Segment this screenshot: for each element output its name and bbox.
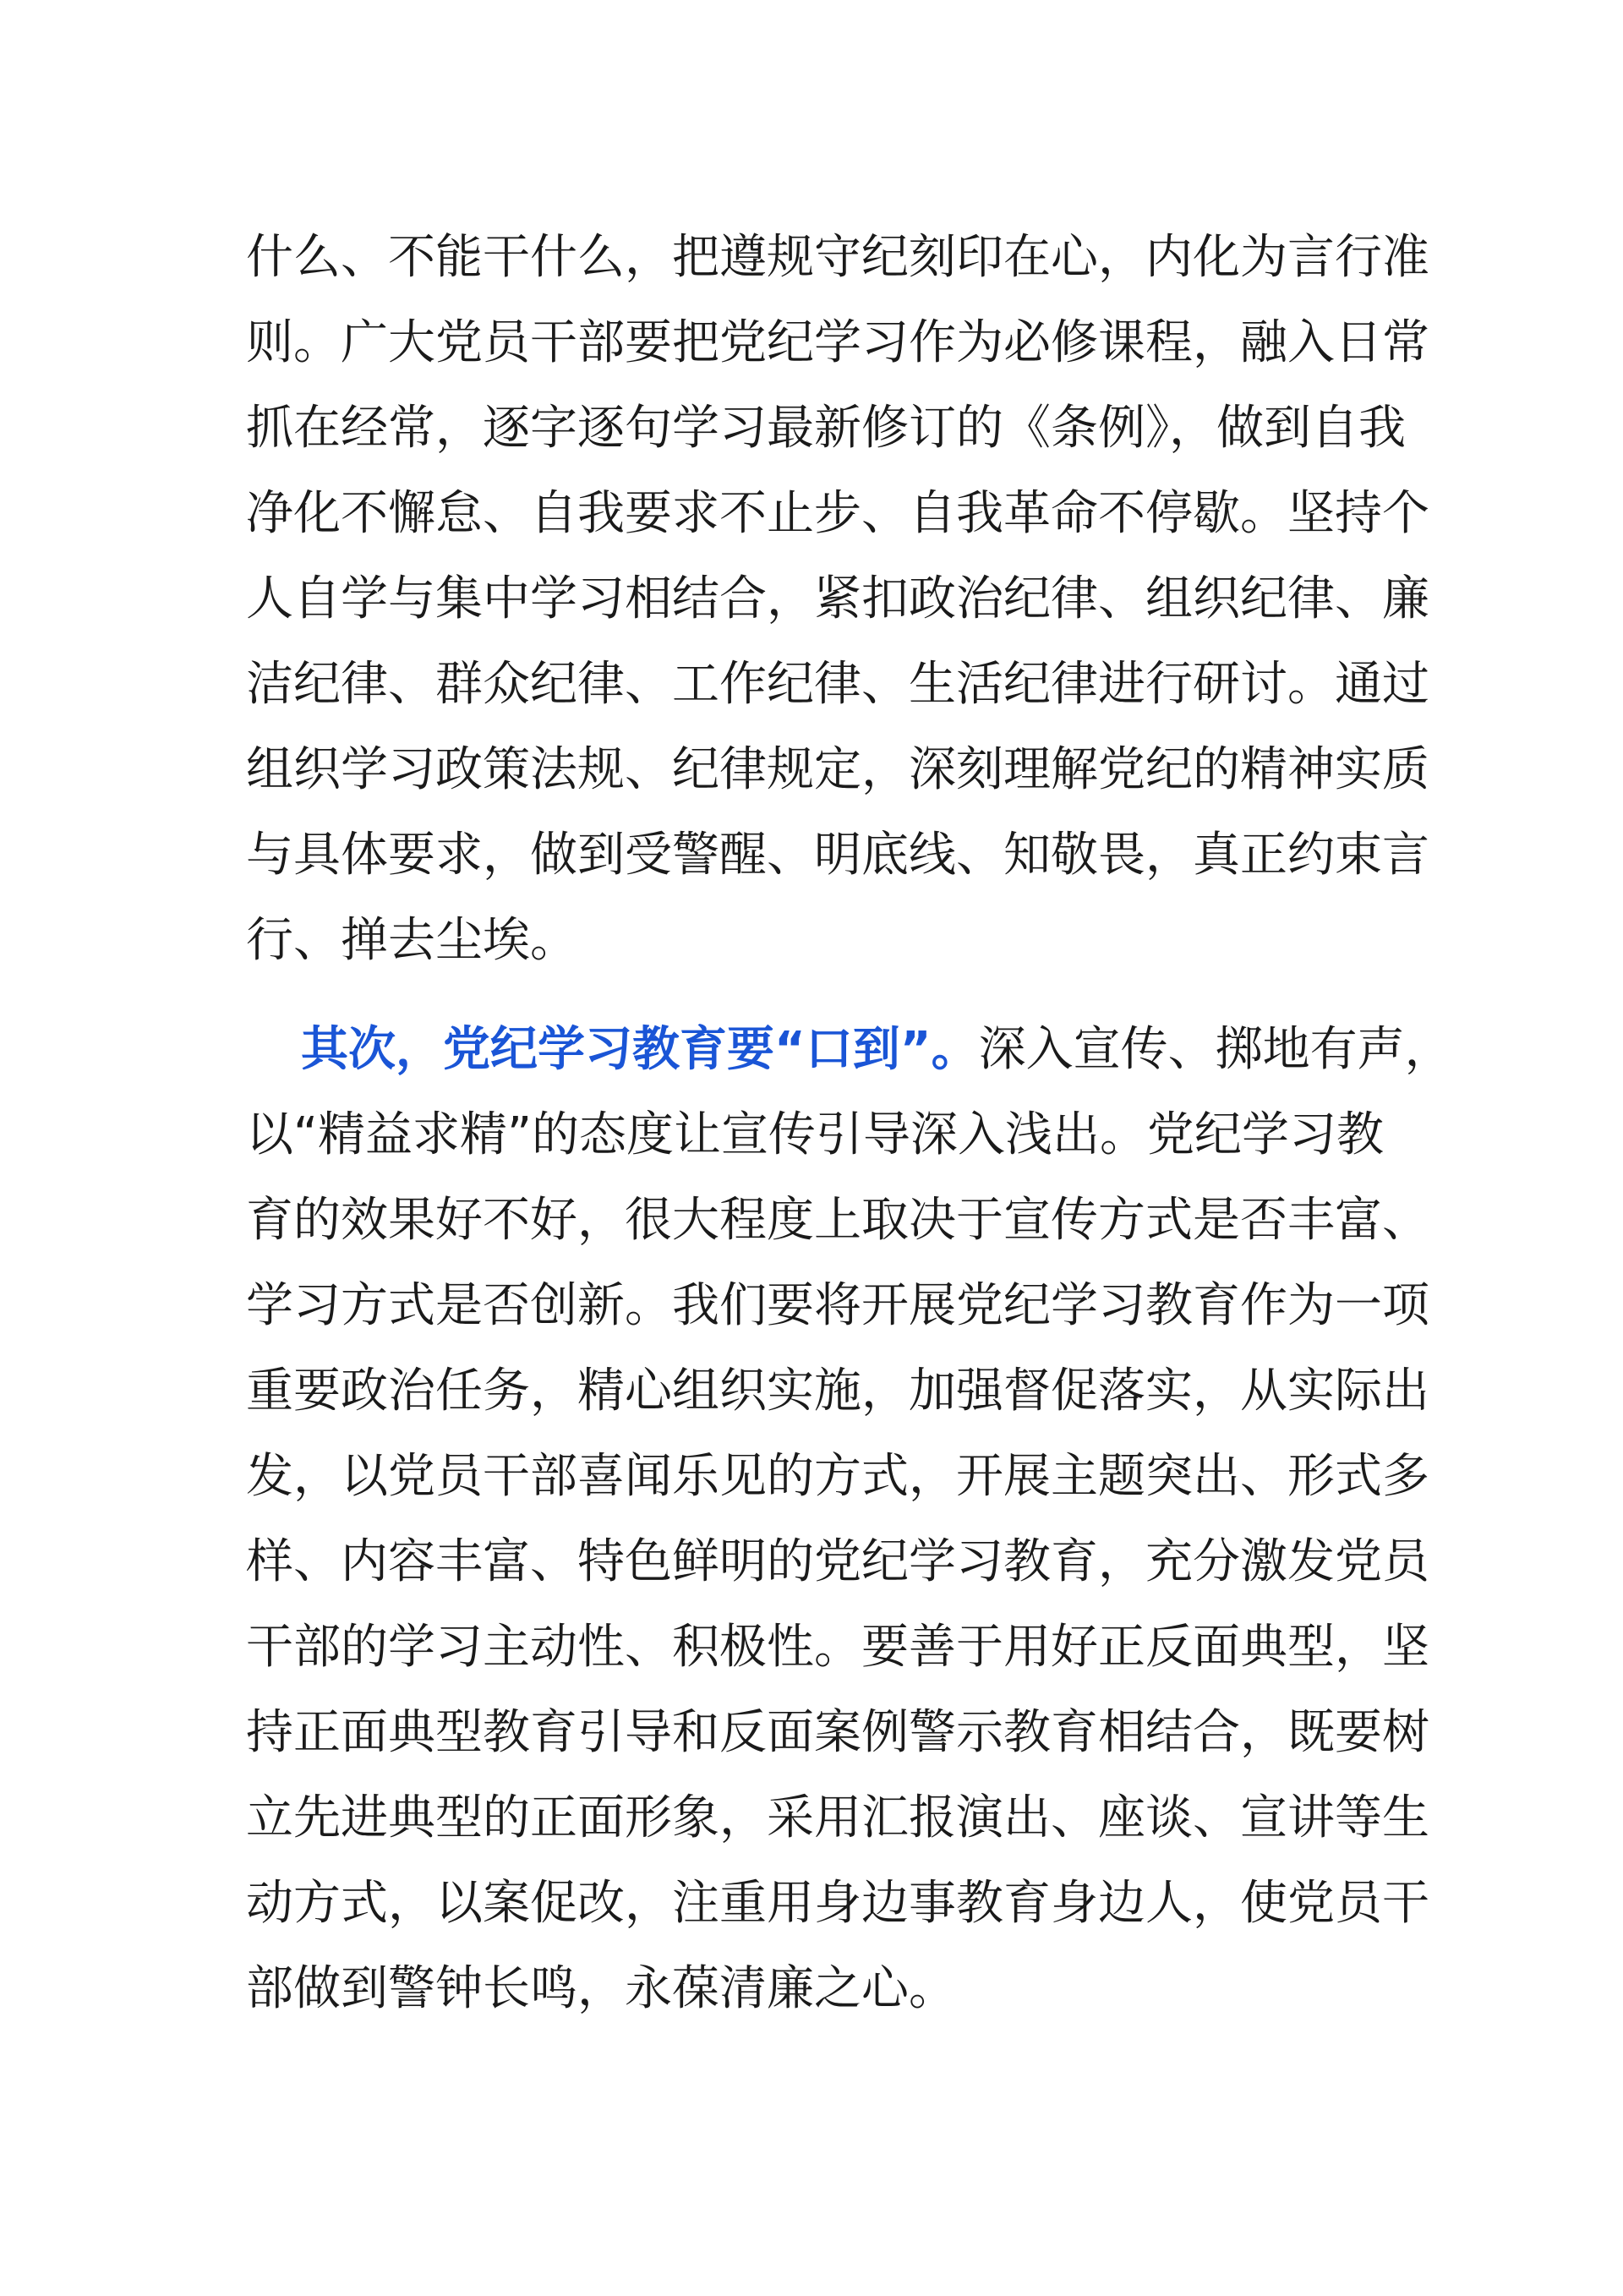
paragraph-line: 行、掸去尘埃。 [246, 913, 577, 968]
paragraph-line: 样、内容丰富、特色鲜明的党纪学习教育，充分激发党员 [246, 1534, 1429, 1589]
paragraph-1 [246, 215, 1429, 983]
paragraph-2 [246, 1007, 1452, 2031]
paragraph-line: 部做到警钟长鸣，永葆清廉之心。 [246, 1961, 956, 2016]
paragraph-line: 学习方式是否创新。我们要将开展党纪学习教育作为一项 [246, 1278, 1429, 1333]
paragraph-line: 与具体要求，做到受警醒、明底线、知敬畏，真正约束言 [246, 828, 1429, 883]
first-line-rest: 深入宣传、掷地有声， [978, 1022, 1452, 1077]
paragraph-line: 洁纪律、群众纪律、工作纪律、生活纪律进行研讨。通过 [246, 657, 1429, 712]
paragraph-line: 净化不懈怠、自我要求不止步、自我革命不停歇。坚持个 [246, 486, 1429, 541]
paragraph-line: 以“精益求精”的态度让宣传引导深入浅出。党纪学习教 [246, 1107, 1385, 1162]
paragraph-line: 发，以党员干部喜闻乐见的方式，开展主题突出、形式多 [246, 1449, 1429, 1504]
paragraph-line: 抓在经常，逐字逐句学习最新修订的《条例》，做到自我 [246, 401, 1406, 456]
paragraph-line: 人自学与集中学习相结合，紧扣政治纪律、组织纪律、廉 [246, 571, 1429, 626]
paragraph-first-line [246, 1007, 1452, 1092]
paragraph-line: 持正面典型教育引导和反面案例警示教育相结合，既要树 [246, 1705, 1429, 1760]
paragraph-line: 重要政治任务，精心组织实施，加强督促落实，从实际出 [246, 1364, 1429, 1419]
paragraph-line: 育的效果好不好，很大程度上取决于宣传方式是否丰富、 [246, 1193, 1429, 1248]
lead-heading: 其次，党纪学习教育要“口到”。 [301, 1022, 979, 1077]
paragraph-line: 干部的学习主动性、积极性。要善于用好正反面典型，坚 [246, 1620, 1429, 1675]
paragraph-line: 则。广大党员干部要把党纪学习作为必修课程，融入日常 [246, 315, 1429, 370]
paragraph-line: 什么、不能干什么，把遵规守纪刻印在心，内化为言行准 [246, 230, 1429, 285]
paragraph-line: 立先进典型的正面形象，采用汇报演出、座谈、宣讲等生 [246, 1790, 1429, 1845]
paragraph-line: 动方式，以案促改，注重用身边事教育身边人，使党员干 [246, 1876, 1429, 1931]
paragraph-line: 组织学习政策法规、纪律规定，深刻理解党纪的精神实质 [246, 742, 1429, 797]
